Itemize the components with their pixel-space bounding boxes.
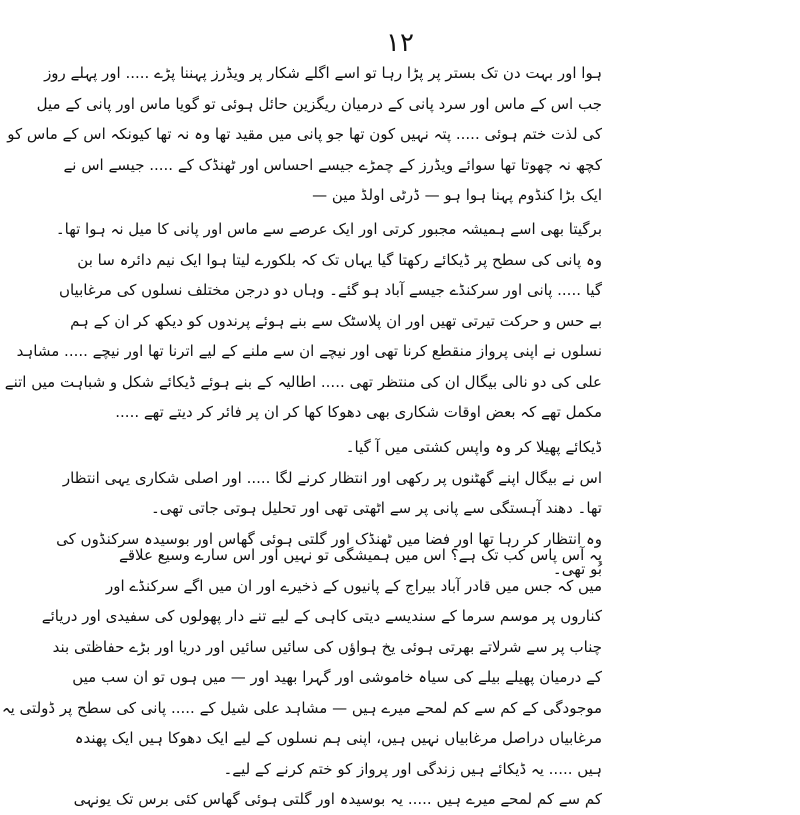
paragraph-2 [4,214,602,428]
text-line: نسلوں نے اپنی پرواز منقطع کرنا تھی اور نیچے ان سے ملنے کے لیے اترنا تھا اور نیچے ..... مشاہد [16,342,602,360]
text-line: ہوا اور بہت دن تک بستر پر پڑا رہا تو اسے اگلے شکار پر ویڈرز پہننا پڑے ..... اور پہلے روز [44,64,602,82]
text-line: ایک بڑا کنڈوم پہنا ہوا ہو — ڈرٹی اولڈ مین — [312,186,602,204]
text-line: کے درمیان پھیلے بیلے کی سیاہ خاموشی اور گہرا بھید اور — میں ہوں تو ان سب میں [72,668,602,686]
text-line: برگیتا بھی اسے ہمیشہ مجبور کرتی اور ایک عرصے سے ماس اور پانی کا میل نہ ہوا تھا۔ [55,220,602,238]
text-line: میں کہ جس میں قادر آباد بیراج کے پانیوں کے ذخیرے اور ان میں اگے سرکنڈے اور [105,576,602,595]
paragraph-4 [1,540,602,815]
page-number: ١٢ [386,28,414,58]
text-line: ڈیکائے پھیلا کر وہ واپس کشتی میں آ گیا۔ [345,438,602,456]
text-line: وہ انتظار کر رہا تھا اور فضا میں ٹھنڈک اور گلتی ہوئی گھاس اور بوسیدہ سرکنڈوں کی [56,529,602,548]
text-line: یہ آس پاس کب تک ہے؟ اس میں ہمیشگی تو نہیں اور اس سارے وسیع علاقے [119,546,602,564]
text-line: علی کی دو نالی بیگال ان کی منتظر تھی ..... اطالیہ کے بنے ہوئے ڈیکائے شکل و شباہت میں اتنے [4,372,602,391]
text-line: چناب پر سے شرلاتے بھرتی ہوئی یخ ہواؤں کی سائیں سائیں اور دریا اور بڑے حفاظتی بند [52,637,602,656]
text-line: جب اس کے ماس اور سرد پانی کے درمیان ریگزین حائل ہوئی تو گویا ماس اور پانی کے میل [36,94,602,113]
text-line: گیا ..... پانی اور سرکنڈے جیسے آباد ہو گئے۔ وہاں دو درجن مختلف نسلوں کی مرغابیاں [58,281,602,299]
text-line: وہ پانی کی سطح پر ڈیکائے رکھتا گیا یہاں تک کہ بلکورے لیتا ہوا ایک نیم دائرہ سا بن [77,250,602,269]
text-line: بے حس و حرکت تیرتی تھیں اور ان پلاسٹک سے بنے ہوئے پرندوں کو دیکھ کر ان کے ہم [70,311,602,330]
text-line: کم سے کم لمحے میرے ہیں ..... یہ بوسیدہ اور گلتی ہوئی گھاس کئی برس تک یونہی [73,790,602,808]
paragraph-1 [7,58,602,211]
text-line: کچھ نہ چھوتا تھا سوائے ویڈرز کے چمڑے جیسے احساس اور ٹھنڈک کے ..... جیسے اس نے [63,155,602,174]
text-line: کی لذت ختم ہوئی ..... پتہ نہیں کون تھا جو پانی میں مقید تھا وہ نہ تھا کیونکہ اس کے ماس کو [7,125,602,143]
text-line: مکمل تھے کہ بعض اوقات شکاری بھی دھوکا کھا کر ان پر فائر کر دیتے تھے ..... [115,403,602,421]
text-line: مرغابیاں دراصل مرغابیاں نہیں ہیں، اپنی ہم نسلوں کے لیے ایک دھوکا ہیں ایک پھندہ [74,729,602,747]
text-line: اس نے بیگال اپنے گھٹنوں پر رکھی اور انتظار کرنے لگا ..... اور اصلی شکاری یہی انتظار [62,468,602,487]
text-line: تھا۔ دھند آہستگی سے پانی پر سے اٹھتی تھی اور تحلیل ہوتی جاتی تھی۔ [150,499,602,517]
text-line: بُو تھی۔ [552,560,602,578]
text-line: ہیں ..... یہ ڈیکائے ہیں زندگی اور پرواز کو ختم کرنے کے لیے۔ [223,759,602,778]
text-line: کناروں پر موسم سرما کے سندیسے دیتی کاہی کے لیے تنے دار پھولوں کی سفیدی اور دریائے [41,607,602,625]
text-line: موجودگی کے کم سے کم لمحے میرے ہیں — مشاہد علی شیل کے ..... پانی کی سطح پر ڈولتی یہ [1,698,602,717]
